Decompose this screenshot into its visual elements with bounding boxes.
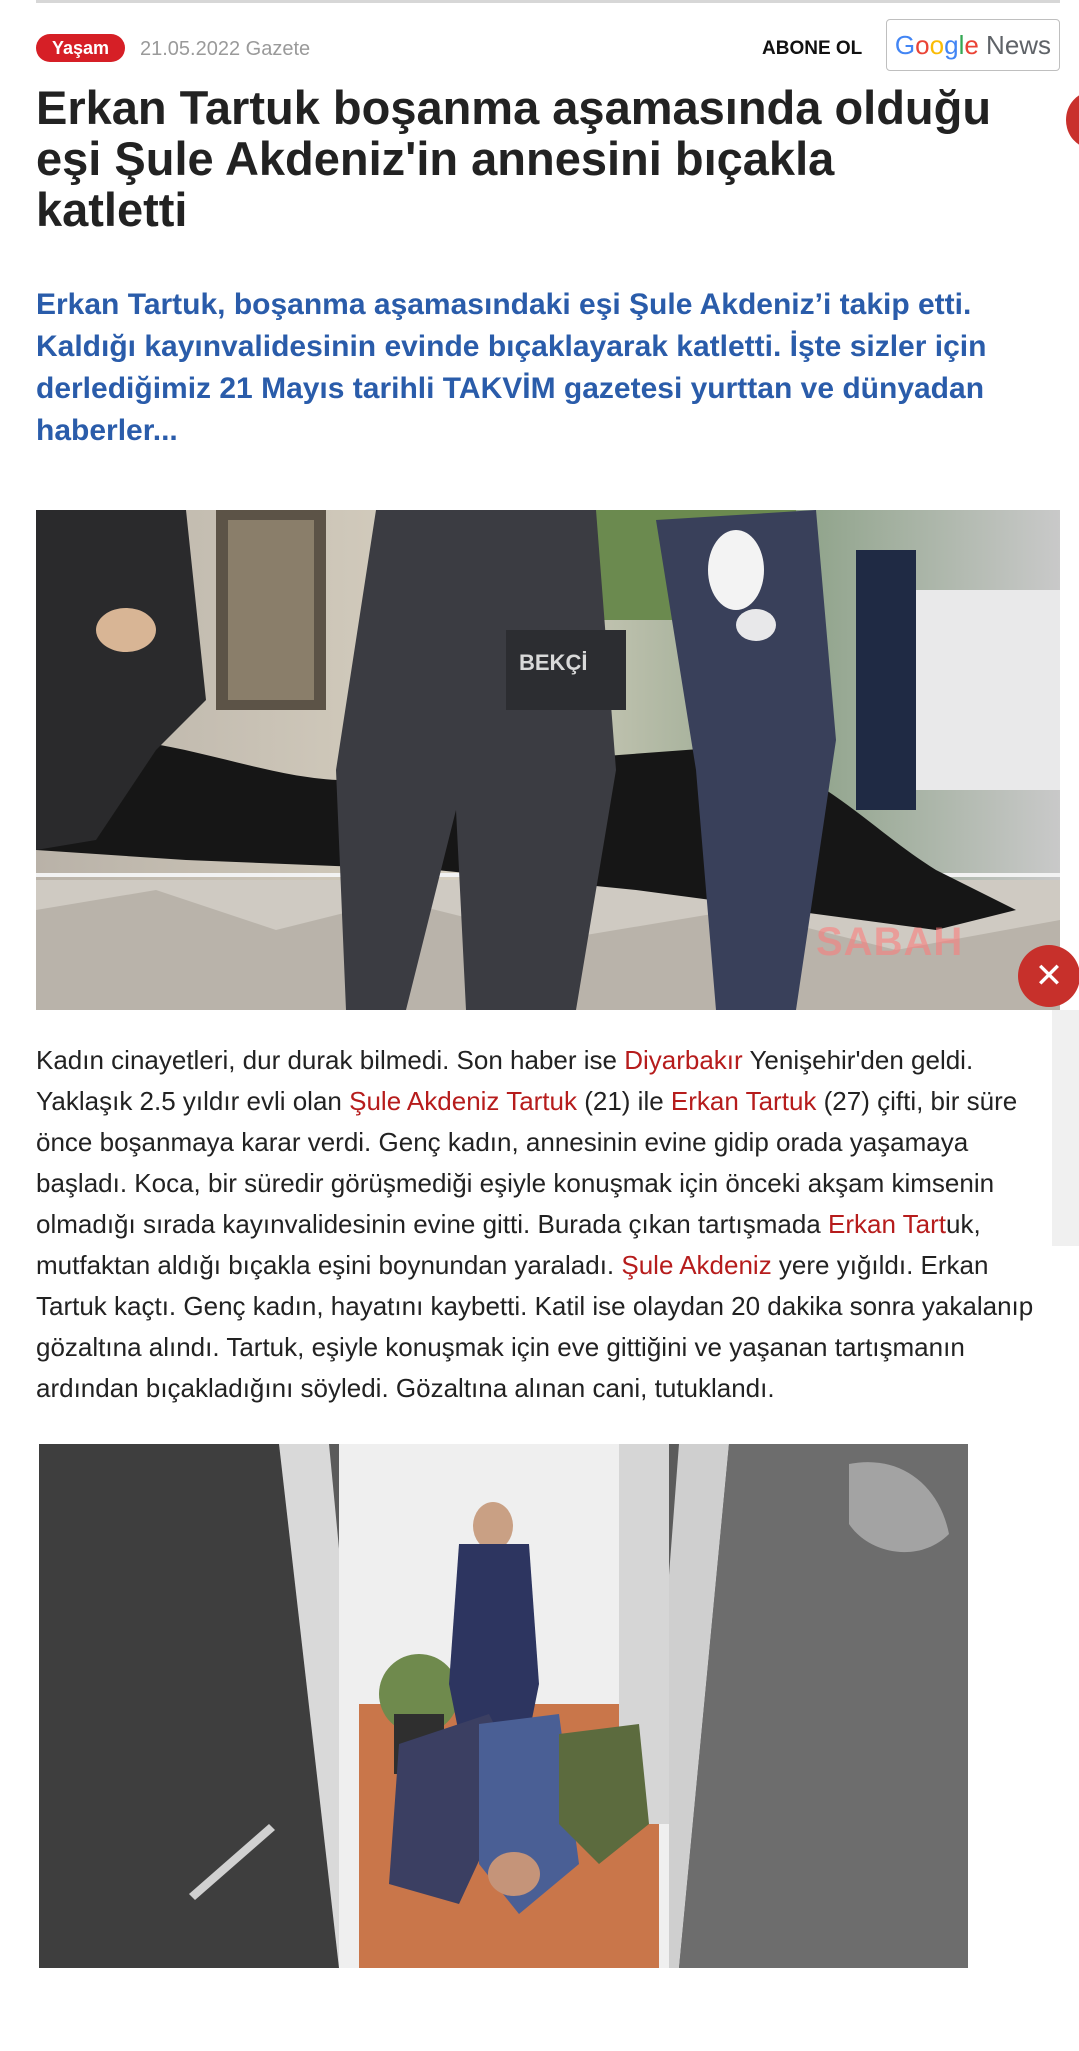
article-photo-main xyxy=(36,510,1060,1010)
photo-watermark: SABAH xyxy=(816,920,964,964)
tag-link-erkan-tartuk-2[interactable]: Erkan Tart xyxy=(827,1209,946,1239)
google-logo-icon: Google xyxy=(894,30,979,60)
vest-text: BEKÇİ xyxy=(519,650,588,675)
article-title: Erkan Tartuk boşanma aşamasında olduğu eşi Şule Akdeniz'in annesini bıçakla katletti xyxy=(36,81,992,236)
tag-link-sule-akdeniz-tartuk[interactable]: Şule Akdeniz Tartuk xyxy=(349,1086,577,1116)
article-meta-row xyxy=(36,28,1060,84)
photo-arrest-scene xyxy=(39,1444,968,1968)
category-badge[interactable]: Yaşam xyxy=(36,34,125,62)
article-summary: Erkan Tartuk, boşanma aşamasındaki eşi Şule Akdeniz’i takip etti. Kaldığı kayınvalidesinin evinde bıçaklayarak katletti. İşte sizler için derlediğimiz 21 Mayıs tarihli TAKVİM gazetesi yurttan ve dünyadan haberler... xyxy=(36,288,987,447)
google-news-label: News xyxy=(986,30,1052,60)
tag-link-erkan-tartuk[interactable]: Erkan Tartuk xyxy=(670,1086,817,1116)
article-body: Kadın cinayetleri, dur durak bilmedi. Son haber ise Diyarbakır Yenişehir'den geldi. Yaklaşık 2.5 yıldır evli olan Şule Akdeniz Tartuk (21) ile Erkan Tartuk (27) çifti, bir süre önce boşanmaya karar verdi. Genç kadın, annesinin evine gidip orada yaşamaya başladı. Koca, bir süredir görüşmediği eşiyle konuşmak için önceki akşam kimsenin olmadığı sırada kayınvalidesinin evine gitti. Burada çıkan tartışmada Erkan Tartuk, mutfaktan aldığı bıçakla eşini boynundan yaraladı. Şule Akdeniz yere yığıldı. Erkan Tartuk kaçtı. Genç kadın, hayatını kaybetti. Katil ise olaydan 20 dakika sonra yakalanıp gözaltına alındı. Tartuk, eşiyle konuşmak için eve gittiğini ve yaşanan tartışmanın ardından bıçakladığını söyledi. Gözaltına alınan cani, tutuklandı. xyxy=(36,1045,1034,1403)
top-divider xyxy=(36,0,1060,3)
floating-action-button[interactable] xyxy=(1066,92,1079,148)
close-icon: ✕ xyxy=(1034,957,1064,995)
tag-link-sule-akdeniz[interactable]: Şule Akdeniz xyxy=(621,1250,772,1280)
tag-link-diyarbakir[interactable]: Diyarbakır xyxy=(624,1045,743,1075)
close-ad-button[interactable] xyxy=(1018,945,1079,1007)
article-photo-arrest xyxy=(39,1444,968,1968)
subscribe-link[interactable]: ABONE OL xyxy=(762,38,863,59)
google-news-button[interactable] xyxy=(886,19,1060,71)
article-date: 21.05.2022 Gazete xyxy=(140,38,311,60)
